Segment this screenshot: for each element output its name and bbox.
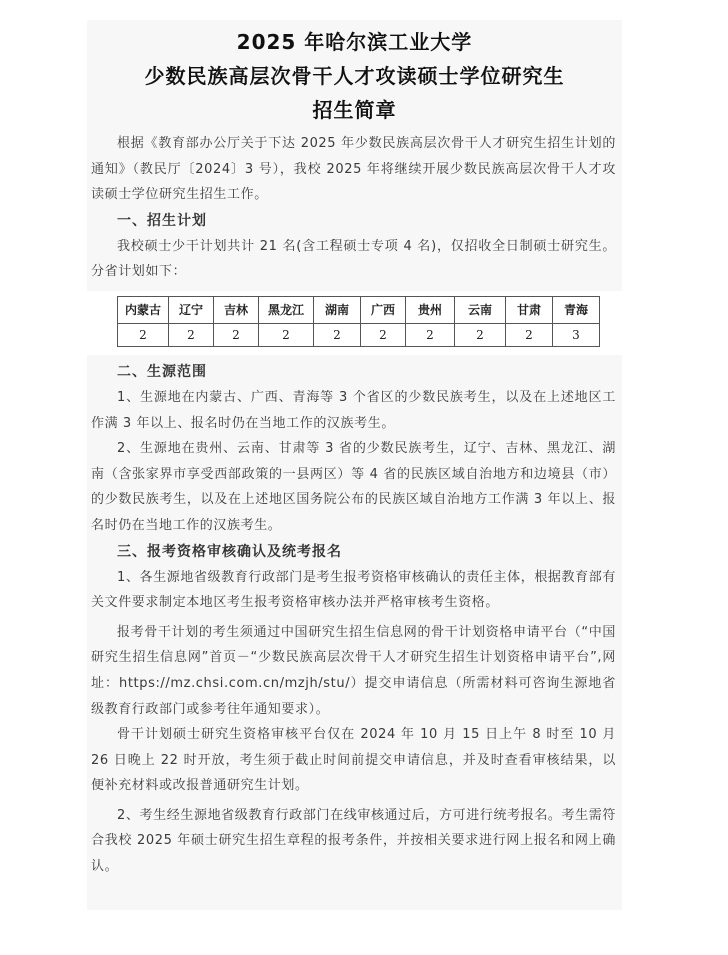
- quota-cell: 2: [259, 323, 314, 346]
- quota-cell: 3: [553, 323, 600, 346]
- province-cell: 甘肃: [506, 296, 553, 323]
- intro-paragraph: 根据《教育部办公厅关于下达 2025 年少数民族高层次骨干人才研究生招生计划的通知》（教民厅〔2024〕3 号），我校 2025 年将继续开展少数民族高层次骨干人才攻读硕士学位研究生招生工作。: [91, 136, 616, 203]
- section-3-paragraph-1: 1、各生源地省级教育行政部门是考生报考资格审核确认的责任主体，根据教育部有关文件要求制定本地区考生报考资格审核办法并严格审核考生资格。: [91, 569, 616, 611]
- quota-cell: 2: [361, 323, 406, 346]
- quota-table: [117, 296, 600, 347]
- province-cell: 辽宁: [169, 296, 214, 323]
- province-cell: 内蒙古: [118, 296, 169, 323]
- quota-cell: 2: [406, 323, 455, 346]
- doc-title-line-3: 招生简章: [312, 98, 397, 122]
- section-1-heading: 一、招生计划: [117, 212, 207, 229]
- section-3-paragraph-4: 2、考生经生源地省级教育行政部门在线审核通过后，方可进行统考报名。考生需符合我校 2025 年硕士研究生招生章程的报考条件，并按相关要求进行网上报名和网上确认。: [91, 807, 616, 875]
- quota-cell: 2: [455, 323, 506, 346]
- section-2-paragraph-2: 2、生源地在贵州、云南、甘肃等 3 省的少数民族考生，辽宁、吉林、黑龙江、湖南（含张家界市享受西部政策的一县两区）等 4 省的民族区域自治地方和边境县（市）的少数民族考生，以及在上述地区国务院公布的民族区域自治地方工作满 3 年以上、报名时仍在当地工作的汉族考生。: [91, 441, 616, 533]
- quota-cell: 2: [506, 323, 553, 346]
- province-cell: 湖南: [314, 296, 361, 323]
- province-cell: 云南: [455, 296, 506, 323]
- section-1-text: 我校硕士少干计划共计 21 名(含工程硕士专项 4 名)，仅招收全日制硕士研究生。分省计划如下：: [91, 238, 616, 280]
- quota-table-container: [87, 291, 622, 355]
- province-cell: 广西: [361, 296, 406, 323]
- section-2-heading: 二、生源范围: [117, 363, 207, 380]
- quota-table-value-row: [118, 323, 600, 346]
- province-cell: 贵州: [406, 296, 455, 323]
- section-3-paragraph-2: 报考骨干计划的考生须通过中国研究生招生信息网的骨干计划资格申请平台（“中国研究生招生信息网”首页－“少数民族高层次骨干人才研究生招生计划资格申请平台”,网址：https://mz.chsi.com.cn/mzjh/stu/）提交申请信息（所需材料可咨询生源地省级教育行政部门或参考往年通知要求）。: [91, 624, 616, 717]
- section-3-paragraph-3: 骨干计划硕士研究生资格审核平台仅在 2024 年 10 月 15 日上午 8 时至 10 月 26 日晚上 22 时开放，考生须于截止时间前提交申请信息，并及时查看审核结果，以便补充材料或改报普通研究生计划。: [91, 727, 616, 794]
- section-2-paragraph-1: 1、生源地在内蒙古、广西、青海等 3 个省区的少数民族考生，以及在上述地区工作满 3 年以上、报名时仍在当地工作的汉族考生。: [91, 389, 616, 431]
- province-cell: 青海: [553, 296, 600, 323]
- quota-cell: 2: [314, 323, 361, 346]
- doc-title-line-1: 2025 年哈尔滨工业大学: [236, 30, 473, 54]
- quota-table-header-row: [118, 296, 600, 323]
- doc-title-line-2: 少数民族高层次骨干人才攻读硕士学位研究生: [144, 64, 565, 88]
- section-3-heading: 三、报考资格审核确认及统考报名: [117, 543, 342, 560]
- province-cell: 黑龙江: [259, 296, 314, 323]
- province-cell: 吉林: [214, 296, 259, 323]
- quota-cell: 2: [214, 323, 259, 346]
- quota-cell: 2: [169, 323, 214, 346]
- quota-cell: 2: [118, 323, 169, 346]
- document-page: [87, 20, 622, 910]
